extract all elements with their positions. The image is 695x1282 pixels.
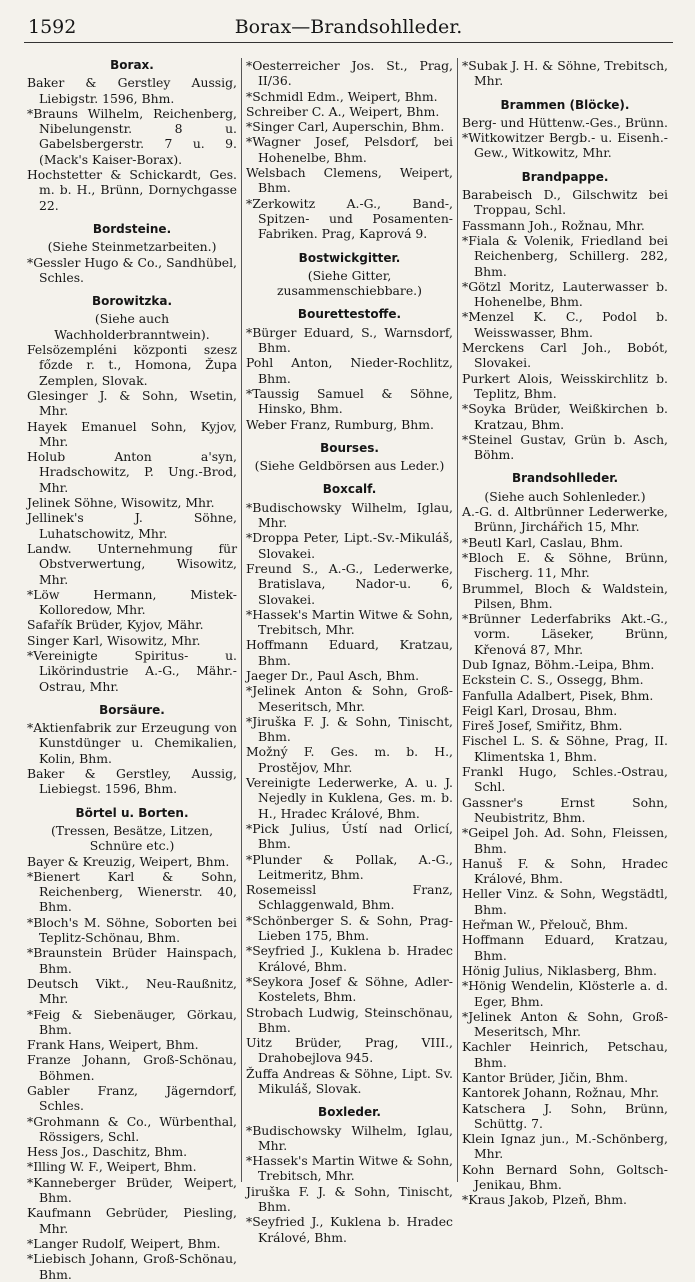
column-divider xyxy=(241,58,242,1182)
directory-entry: Uitz Brüder, Prag, VIII., Drahobejlova 945. xyxy=(246,1035,453,1066)
directory-entry: Hönig Julius, Niklasberg, Bhm. xyxy=(462,962,657,978)
directory-entry: *Schönberger S. & Sohn, Prag-Lieben 175, Bhm. xyxy=(246,912,453,944)
directory-entry: *Taussig Samuel & Söhne, Hinsko, Bhm. xyxy=(246,385,453,417)
directory-entry: Frank Hans, Weipert, Bhm. xyxy=(27,1037,199,1053)
directory-entry: *Braunstein Brüder Hainspach, Bhm. xyxy=(27,945,237,976)
directory-entry: *Subak J. H. & Söhne, Trebitsch, Mhr. xyxy=(462,58,668,89)
directory-entry: *Illing W. F., Weipert, Bhm. xyxy=(27,1159,197,1175)
cross-reference: (Tressen, Besätze, Litzen, Schnüre etc.) xyxy=(50,822,214,854)
directory-entry: Klein Ignaz jun., M.-Schönberg, Mhr. xyxy=(462,1131,668,1162)
directory-entry: *Schmidl Edm., Weipert, Bhm. xyxy=(246,88,438,104)
directory-entry: Katschera J. Sohn, Brünn, Schüttg. 7. xyxy=(462,1100,668,1131)
directory-entry: Merckens Carl Joh., Bobót, Slovakei. xyxy=(462,340,668,371)
cross-reference: (Siehe auch Wachholderbranntwein). xyxy=(54,311,210,342)
directory-entry: *Beutl Karl, Caslau, Bhm. xyxy=(462,534,624,550)
directory-entry: Berg- und Hüttenw.-Ges., Brünn. xyxy=(462,114,668,130)
directory-entry: *Wagner Josef, Pelsdorf, bei Hohenelbe, Bhm. xyxy=(246,134,453,165)
directory-entry: Žuffa Andreas & Söhne, Lipt. Sv. Mikuláš, Slovak. xyxy=(246,1065,453,1096)
directory-entry: Felsözempléni központi szesz főzde r. t., Homona, Župa Zemplen, Slovak. xyxy=(27,342,237,388)
page-header xyxy=(24,14,673,43)
directory-entry: Jellinek's J. Söhne, Luhatschowitz, Mhr. xyxy=(27,510,237,541)
directory-entry: Jelinek Söhne, Wisowitz, Mhr. xyxy=(27,495,215,511)
directory-entry: Deutsch Vikt., Neu-Raußnitz, Mhr. xyxy=(27,975,237,1007)
directory-entry: *Feig & Siebenäuger, Görkau, Bhm. xyxy=(27,1006,237,1037)
directory-entry: Safařík Brüder, Kyjov, Mähr. xyxy=(27,617,204,633)
directory-entry: Hanuš F. & Sohn, Hradec Králové, Bhm. xyxy=(462,855,668,887)
cross-reference: (Siehe auch Sohlenleder.) xyxy=(484,488,646,504)
directory-entry: *Götzl Moritz, Lauterwasser b. Hohenelbe, Bhm. xyxy=(462,278,668,310)
directory-entry: Fassmann Joh., Rožnau, Mhr. xyxy=(462,217,645,233)
directory-entry: *Budischowsky Wilhelm, Iglau, Mhr. xyxy=(246,1122,453,1153)
cross-reference: (Siehe Steinmetzarbeiten.) xyxy=(47,239,217,255)
directory-entry: *Steinel Gustav, Grün b. Asch, Böhm. xyxy=(462,431,668,463)
directory-entry: *Langer Rudolf, Weipert, Bhm. xyxy=(27,1235,221,1251)
section-heading: Borsäure. xyxy=(99,702,165,717)
directory-entry: *Kraus Jakob, Plzeň, Bhm. xyxy=(462,1192,627,1208)
column-1 xyxy=(27,58,237,1282)
directory-entry: Barabeisch D., Gilschwitz bei Troppau, Schl. xyxy=(462,187,668,218)
directory-entry: *Geipel Joh. Ad. Sohn, Fleissen, Bhm. xyxy=(462,825,668,856)
directory-entry: Brummel, Bloch & Waldstein, Pilsen, Bhm. xyxy=(462,580,668,611)
directory-entry: Welsbach Clemens, Weipert, Bhm. xyxy=(246,165,453,196)
directory-entry: Gabler Franz, Jägerndorf, Schles. xyxy=(27,1083,237,1114)
directory-entry: Fanfulla Adalbert, Pisek, Bhm. xyxy=(462,687,654,703)
directory-entry: Gassner's Ernst Sohn, Neubistritz, Bhm. xyxy=(462,794,668,825)
page-title: Borax—Brandsohlleder. xyxy=(234,16,463,38)
directory-entry: *Hassek's Martin Witwe & Sohn, Trebitsch, Mhr. xyxy=(246,606,453,638)
directory-entry: *Hönig Wendelin, Klösterle a. d. Eger, Bhm. xyxy=(462,978,668,1009)
directory-entry: Weber Franz, Rumburg, Bhm. xyxy=(246,416,434,432)
directory-entry: *Bloch's M. Söhne, Soborten bei Teplitz-Schönau, Bhm. xyxy=(27,914,237,946)
directory-entry: *Singer Carl, Auperschin, Bhm. xyxy=(246,119,445,135)
directory-entry: *Fiala & Volenik, Friedland bei Reichenberg, Schillerg. 282, Bhm. xyxy=(462,232,668,279)
directory-entry: *Oesterreicher Jos. St., Prag, II/36. xyxy=(246,58,453,89)
directory-entry: Baker & Gerstley, Aussig, Liebiegst. 1596, Bhm. xyxy=(27,766,237,797)
directory-entry: Strobach Ludwig, Steinschönau, Bhm. xyxy=(246,1004,453,1035)
column-divider xyxy=(457,58,458,1182)
cross-reference: (Siehe Gitter, zusammenschiebbare.) xyxy=(277,267,422,299)
directory-entry: Hoffmann Eduard, Kratzau, Bhm. xyxy=(246,637,453,668)
directory-entry: Kantorek Johann, Rožnau, Mhr. xyxy=(462,1085,660,1101)
section-heading: Brandpappe. xyxy=(521,169,609,184)
section-heading: Börtel u. Borten. xyxy=(75,805,189,820)
section-heading: Brandsohlleder. xyxy=(511,471,619,486)
section-heading: Bourettestoffe. xyxy=(297,307,402,322)
directory-entry: Hayek Emanuel Sohn, Kyjov, Mhr. xyxy=(27,418,237,449)
directory-entry: Baker & Gerstley Aussig, Liebigstr. 1596, Bhm. xyxy=(27,75,237,106)
directory-entry: Frankl Hugo, Schles.-Ostrau, Schl. xyxy=(462,764,668,795)
section-heading: Boxcalf. xyxy=(322,482,377,497)
directory-entry: *Seyfried J., Kuklena b. Hradec Králové, Bhm. xyxy=(246,1214,453,1245)
directory-entry: *Vereinigte Spiritus- u. Likörindustrie A.-G., Mähr.-Ostrau, Mhr. xyxy=(27,647,237,694)
directory-entry: Franze Johann, Groß-Schönau, Böhmen. xyxy=(27,1052,237,1083)
directory-entry: Singer Karl, Wisowitz, Mhr. xyxy=(27,632,201,648)
section-heading: Bourses. xyxy=(320,440,379,455)
directory-entry: *Bloch E. & Söhne, Brünn, Fischerg. 11, Mhr. xyxy=(462,549,668,581)
column-2 xyxy=(246,58,453,1245)
directory-entry: Hoffmann Eduard, Kratzau, Bhm. xyxy=(462,932,668,963)
section-heading: Bordsteine. xyxy=(92,221,172,236)
directory-entry: Fischel L. S. & Söhne, Prag, II. Klimentska 1, Bhm. xyxy=(462,733,668,764)
cross-reference: (Siehe Geldbörsen aus Leder.) xyxy=(254,458,445,474)
directory-entry: *Grohmann & Co., Würbenthal, Rössigers, Schl. xyxy=(27,1113,237,1144)
directory-entry: Jiruška F. J. & Sohn, Tinischt, Bhm. xyxy=(246,1183,453,1215)
section-heading: Boxleder. xyxy=(318,1105,381,1120)
directory-entry: Dub Ignaz, Böhm.-Leipa, Bhm. xyxy=(462,656,655,672)
directory-entry: Eckstein C. S., Ossegg, Bhm. xyxy=(462,672,644,688)
directory-entry: *Jelinek Anton & Sohn, Groß-Meseritsch, Mhr. xyxy=(462,1008,668,1040)
column-3 xyxy=(462,58,668,1208)
directory-entry: *Menzel K. C., Podol b. Weisswasser, Bhm. xyxy=(462,309,668,340)
section-heading: Bostwickgitter. xyxy=(298,250,401,265)
directory-entry: Heller Vinz. & Sohn, Wegstädtl, Bhm. xyxy=(462,886,668,917)
directory-entry: Hochstetter & Schickardt, Ges. m. b. H., Brünn, Dornychgasse 22. xyxy=(27,167,237,213)
directory-entry: Bayer & Kreuzig, Weipert, Bhm. xyxy=(27,853,230,869)
directory-entry: *Seyfried J., Kuklena b. Hradec Králové, Bhm. xyxy=(246,943,453,974)
directory-entry: Možný F. Ges. m. b. H., Prostějov, Mhr. xyxy=(246,744,453,775)
directory-entry: Landw. Unternehmung für Obstverwertung, Wisowitz, Mhr. xyxy=(27,540,237,587)
page-number: 1592 xyxy=(28,16,77,38)
directory-entry: *Bürger Eduard, S., Warnsdorf, Bhm. xyxy=(246,324,453,356)
directory-entry: Pohl Anton, Nieder-Rochlitz, Bhm. xyxy=(246,355,453,386)
section-heading: Brammen (Blöcke). xyxy=(500,97,630,112)
directory-entry: *Löw Hermann, Mistek-Kolloredow, Mhr. xyxy=(27,586,237,618)
directory-entry: Holub Anton a'syn, Hradschowitz, P. Ung.-Brod, Mhr. xyxy=(27,449,237,495)
directory-entry: Vereinigte Lederwerke, A. u. J. Nejedly in Kuklena, Ges. m. b. H., Hradec Králové, Bhm. xyxy=(246,775,453,821)
directory-entry: *Gessler Hugo & Co., Sandhübel, Schles. xyxy=(27,254,237,285)
directory-entry: *Soyka Brüder, Weißkirchen b. Kratzau, Bhm. xyxy=(462,401,668,432)
directory-entry: *Plunder & Pollak, A.-G., Leitmeritz, Bhm. xyxy=(246,851,453,882)
directory-entry: *Liebisch Johann, Groß-Schönau, Bhm. xyxy=(27,1251,237,1282)
directory-entry: Feigl Karl, Drosau, Bhm. xyxy=(462,702,618,718)
directory-entry: Glesinger J. & Sohn, Wsetin, Mhr. xyxy=(27,387,237,419)
directory-entry: *Brauns Wilhelm, Reichenberg, Nibelungenstr. 8 u. Gabelsbergerstr. 7 u. 9. (Mack's Kaiser-Borax). xyxy=(27,105,237,167)
directory-entry: *Aktienfabrik zur Erzeugung von Kunstdünger u. Chemikalien, Kolin, Bhm. xyxy=(27,720,237,766)
directory-entry: Freund S., A.-G., Lederwerke, Bratislava, Nador-u. 6, Slovakei. xyxy=(246,560,453,607)
directory-entry: Kachler Heinrich, Petschau, Bhm. xyxy=(462,1039,668,1070)
directory-entry: *Kanneberger Brüder, Weipert, Bhm. xyxy=(27,1174,237,1206)
directory-entry: *Budischowsky Wilhelm, Iglau, Mhr. xyxy=(246,499,453,531)
directory-entry: Rosemeissl Franz, Schlaggenwald, Bhm. xyxy=(246,882,453,913)
directory-entry: *Jelinek Anton & Sohn, Groß-Meseritsch, Mhr. xyxy=(246,683,453,714)
directory-entry: A.-G. d. Altbrünner Lederwerke, Brünn, Jirchářich 15, Mhr. xyxy=(462,504,668,535)
directory-entry: *Zerkowitz A.-G., Band-, Spitzen- und Posamenten- Fabriken. Prag, Kaprová 9. xyxy=(246,195,453,242)
directory-entry: *Seykora Josef & Söhne, Adler-Kostelets, Bhm. xyxy=(246,973,453,1005)
directory-entry: *Jiruška F. J. & Sohn, Tinischt, Bhm. xyxy=(246,713,453,745)
directory-entry: Kantor Brüder, Jičin, Bhm. xyxy=(462,1070,629,1085)
directory-entry: Heřman W., Přelouč, Bhm. xyxy=(462,917,629,933)
section-heading: Borax. xyxy=(110,58,154,72)
directory-entry: Kaufmann Gebrüder, Piesling, Mhr. xyxy=(27,1205,237,1236)
directory-entry: Purkert Alois, Weisskirchlitz b. Teplitz, Bhm. xyxy=(462,370,668,401)
directory-entry: Kohn Bernard Sohn, Goltsch-Jenikau, Bhm. xyxy=(462,1161,668,1193)
directory-entry: Jaeger Dr., Paul Asch, Bhm. xyxy=(246,667,420,683)
directory-entry: Hess Jos., Daschitz, Bhm. xyxy=(27,1144,188,1160)
directory-entry: *Bienert Karl & Sohn, Reichenberg, Wienerstr. 40, Bhm. xyxy=(27,868,237,915)
directory-entry: *Pick Julius, Ústí nad Orlicí, Bhm. xyxy=(246,820,453,852)
directory-entry: Fireš Josef, Smiřitz, Bhm. xyxy=(462,718,623,734)
directory-entry: *Droppa Peter, Lipt.-Sv.-Mikuláš, Slovakei. xyxy=(246,530,453,561)
directory-entry: *Hassek's Martin Witwe & Sohn, Trebitsch, Mhr. xyxy=(246,1153,453,1184)
directory-entry: *Brünner Lederfabriks Akt.-G., vorm. Läseker, Brünn, Křenová 87, Mhr. xyxy=(462,611,668,657)
directory-entry: Schreiber C. A., Weipert, Bhm. xyxy=(246,103,440,119)
directory-entry: *Witkowitzer Bergb.- u. Eisenh.-Gew., Witkowitz, Mhr. xyxy=(462,130,668,161)
section-heading: Borowitzka. xyxy=(91,294,173,309)
